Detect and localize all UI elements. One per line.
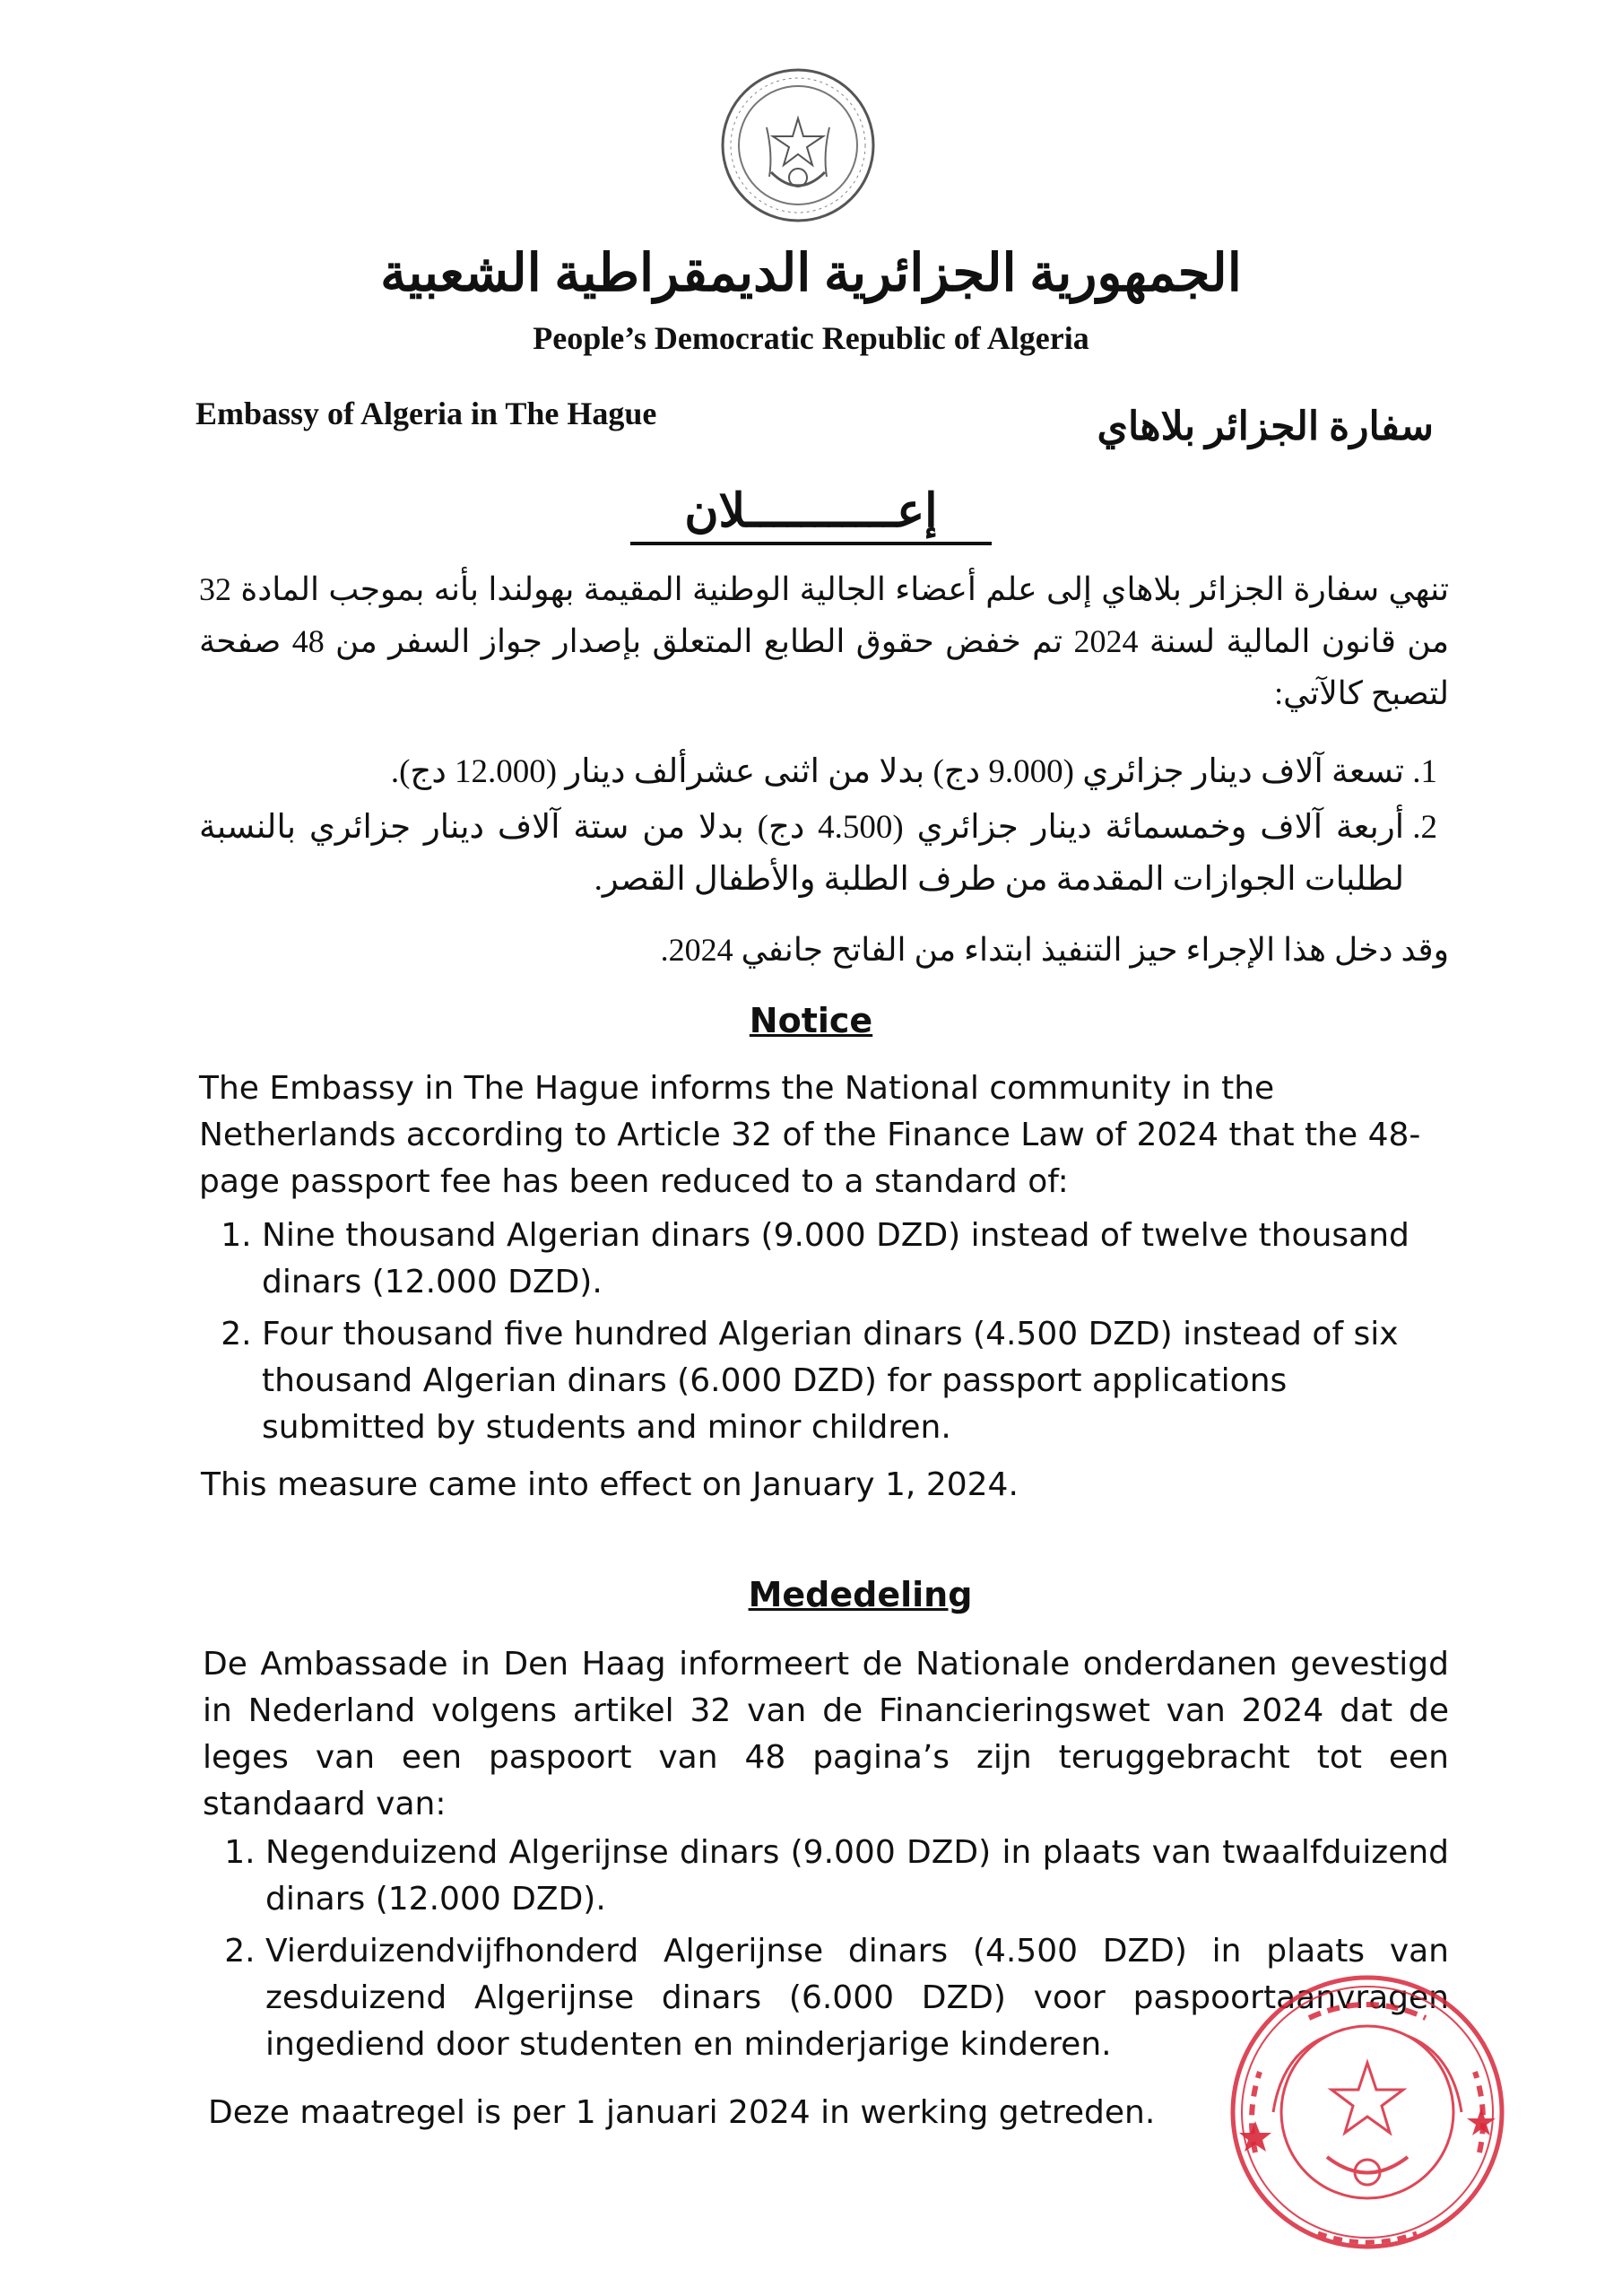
list-item: 2. Four thousand five hundred Algerian dinars (4.500 DZD) instead of six thousand Algerian dinars (6.000 DZD) for passport applications submitted by students and minor children. [262, 1311, 1436, 1451]
arabic-intro: تنهي سفارة الجزائر بلاهاي إلى علم أعضاء الجالية الوطنية المقيمة بهولندا بأنه بموجب المادة 32 من قانون المالية لسنة 2024 تم خفض حقوق الطابع المتعلق بإصدار جواز السفر من 48 صفحة لتصبح كالآتي: [199, 571, 1449, 711]
embassy-name-arabic: سفارة الجزائر بلاهاي [1097, 404, 1434, 448]
list-item: 1. تسعة آلاف دينار جزائري (9.000 دج) بدلا من اثنى عشرألف دينار (12.000 دج). [199, 746, 1404, 798]
arabic-notice-heading: إعـــــــــــلان [0, 484, 1622, 545]
state-emblem-icon [717, 65, 879, 226]
list-item: 2. Vierduizendvijfhonderd Algerijnse dinars (4.500 DZD) in plaats van zesduizend Algerijnse dinars (6.000 DZD) voor paspoortaanvragen ingediend door studenten en minderjarige kinderen. [265, 1928, 1449, 2068]
embassy-seal-icon [1219, 1964, 1515, 2260]
dutch-intro: De Ambassade in Den Haag informeert de Nationale onderdanen gevestigd in Nederland volgens artikel 32 van de Financieringswet van 2024 dat de leges van een paspoort van 48 pagina’s zijn teruggebracht tot een standaard van: [203, 1646, 1449, 1822]
english-notice-heading: Notice [749, 1001, 873, 1040]
list-item: 2. أربعة آلاف وخمسمائة دينار جزائري (4.500 دج) بدلا من ستة آلاف دينار جزائري بالنسبة لطلبات الجوازات المقدمة من طرف الطلبة والأطفال القصر. [199, 802, 1404, 906]
dutch-notice-heading: Mededeling [748, 1575, 973, 1614]
embassy-name-english: Embassy of Algeria in The Hague [195, 396, 657, 431]
arabic-effective-date: وقد دخل هذا الإجراء حيز التنفيذ ابتداء من الفاتح جانفي 2024. [660, 932, 1449, 968]
dutch-effective-date: Deze maatregel is per 1 januari 2024 in werking getreden. [208, 2094, 1156, 2131]
english-fee-list [199, 1213, 1436, 1457]
republic-title-arabic: الجمهورية الجزائرية الديمقراطية الشعبية [380, 244, 1242, 302]
english-effective-date: This measure came into effect on January 1, 2024. [201, 1466, 1019, 1503]
english-intro: The Embassy in The Hague informs the National community in the Netherlands according to Article 32 of the Finance Law of 2024 that the 48-page passport fee has been reduced to a standard of: [199, 1070, 1421, 1200]
list-item: 1. Nine thousand Algerian dinars (9.000 DZD) instead of twelve thousand dinars (12.000 DZD). [262, 1213, 1436, 1306]
list-item: 1. Negenduizend Algerijnse dinars (9.000 DZD) in plaats van twaalfduizend dinars (12.000 DZD). [265, 1830, 1449, 1923]
arabic-fee-list [199, 746, 1449, 909]
republic-title-english: People’s Democratic Republic of Algeria [533, 320, 1089, 356]
